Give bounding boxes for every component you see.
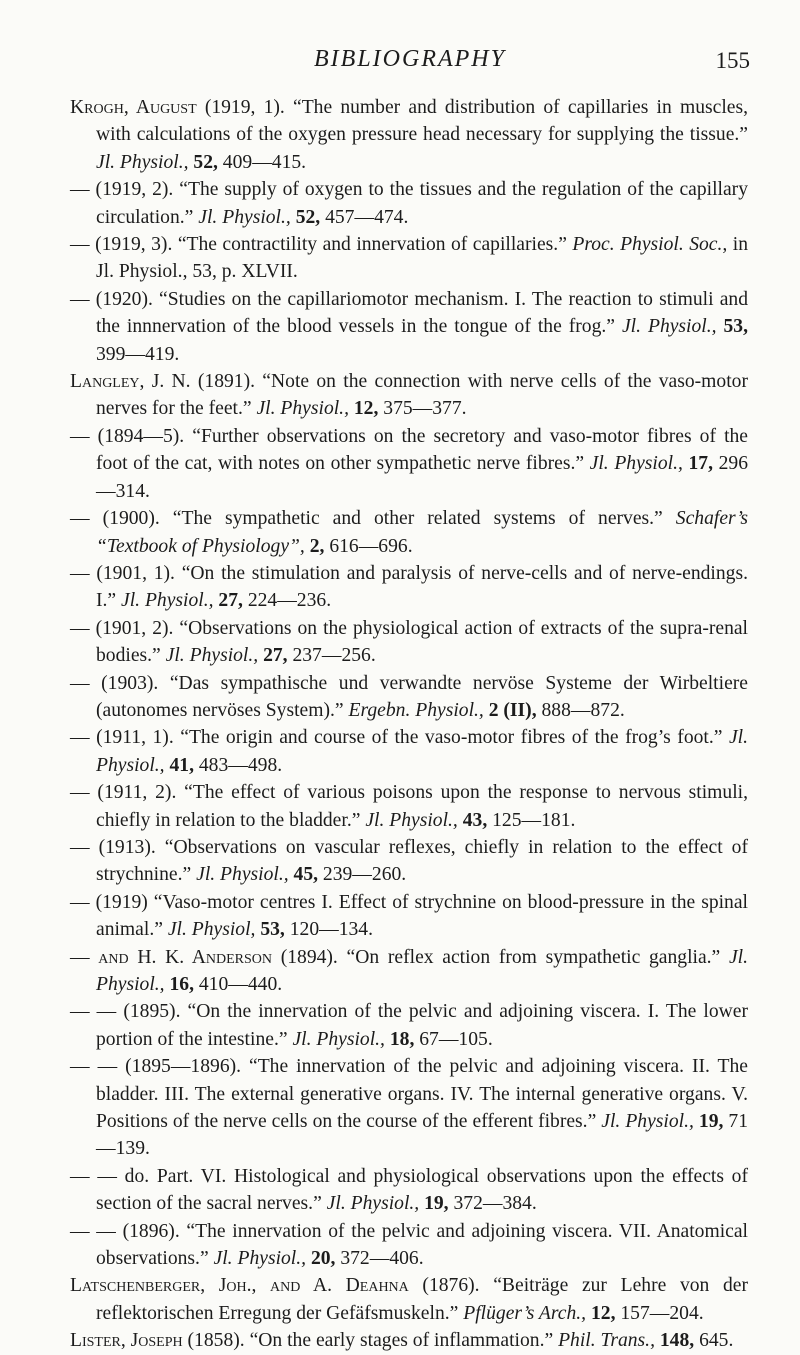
entry-journal: Jl. Physiol., bbox=[360, 809, 458, 831]
entry-year: (1876). bbox=[408, 1275, 480, 1297]
entry-year: do. bbox=[124, 1165, 150, 1187]
entry-year: (1895—1896). bbox=[125, 1056, 242, 1078]
entry-volume: 2, bbox=[304, 535, 325, 557]
entry-pages: 409—415. bbox=[217, 151, 307, 173]
entry-pages: 237—256. bbox=[287, 645, 376, 667]
entry-title: “The supply of oxygen to the tissues and the regulation of the capillary circulation.” bbox=[96, 179, 748, 228]
page-number: 155 bbox=[715, 48, 750, 73]
entry-author: Krogh, August bbox=[70, 97, 197, 118]
entry-title: “Beiträge zur Lehre von der reflektorischen Erregung der Gefäfsmuskeln.” bbox=[96, 1275, 748, 1324]
entry-pages: 483—498. bbox=[193, 754, 283, 776]
entry-volume: 19, bbox=[693, 1111, 724, 1133]
entry-volume: 148, bbox=[654, 1330, 695, 1352]
entry-author: — — bbox=[70, 1001, 124, 1023]
entry-author: — bbox=[70, 617, 96, 639]
bibliography-entry bbox=[70, 1218, 748, 1273]
entry-year: (1911, 2). bbox=[97, 782, 177, 804]
entry-journal: Jl. Physiol., bbox=[96, 946, 749, 995]
entry-volume: 52, bbox=[188, 151, 218, 173]
entry-title: “Das sympathische und verwandte nervöse Systeme der Wirbeltiere (autonomes nervöses System).” bbox=[96, 672, 748, 721]
entry-title: “The origin and course of the vaso-motor fibres of the frog’s foot.” bbox=[173, 727, 723, 749]
entry-journal: Jl. Physiol., bbox=[193, 206, 291, 228]
entry-title: “Vaso-motor centres I. Effect of strychnine on blood-pressure in the spinal animal.” bbox=[96, 891, 748, 941]
entry-pages: 239—260. bbox=[318, 864, 407, 886]
entry-author: — bbox=[70, 891, 96, 913]
entry-journal: Jl. Physiol., bbox=[96, 151, 189, 173]
bibliography-entry bbox=[70, 176, 748, 231]
entry-pages: 125—181. bbox=[487, 809, 576, 831]
entry-pages: 372—384. bbox=[448, 1193, 537, 1215]
entry-journal: Jl. Physiol., bbox=[615, 316, 717, 338]
entry-author: — bbox=[70, 508, 103, 530]
entry-journal: Jl. Physiol., bbox=[584, 453, 683, 475]
entry-volume: 43, bbox=[457, 809, 488, 831]
entry-pages: 616—696. bbox=[324, 535, 413, 557]
entry-author: — and H. K. Anderson bbox=[70, 946, 272, 968]
entry-journal: Jl. Physiol., bbox=[251, 398, 349, 420]
entry-title: “On the stimulation and paralysis of nerve-cells and of nerve-endings. I.” bbox=[96, 562, 748, 612]
bibliography-entry bbox=[70, 1272, 748, 1327]
running-title: BIBLIOGRAPHY bbox=[314, 46, 506, 72]
running-header bbox=[70, 44, 750, 84]
entry-journal: Phil. Trans., bbox=[553, 1330, 655, 1352]
entry-journal: Jl. Physiol., bbox=[287, 1028, 385, 1050]
entry-year: (1919, 1). bbox=[196, 97, 285, 118]
entry-pages: 120—134. bbox=[284, 919, 373, 941]
entry-title: “Further observations on the secretory and vaso-motor fibres of the foot of the cat, with notes on other sympathetic nerve fibres.” bbox=[96, 425, 749, 475]
entry-author: Langley, J. N. bbox=[70, 371, 191, 393]
bibliography-entry bbox=[70, 423, 748, 505]
entry-volume: 20, bbox=[306, 1248, 336, 1270]
entry-pages: 67—105. bbox=[414, 1028, 493, 1050]
entry-title: “The effect of various poisons upon the response to nervous stimuli, chiefly in relation to the bladder.” bbox=[96, 782, 748, 831]
entry-journal: Jl. Physiol., bbox=[321, 1193, 420, 1215]
entry-journal: Ergebn. Physiol., bbox=[343, 699, 484, 721]
bibliography-list bbox=[70, 94, 748, 1355]
bibliography-entry bbox=[70, 998, 748, 1053]
entry-title: “Observations on the physiological action of extracts of the supra-renal bodies.” bbox=[96, 617, 749, 667]
entry-volume: 45, bbox=[288, 864, 319, 886]
bibliography-entry bbox=[70, 889, 748, 944]
entry-title: “On the early stages of inflammation.” bbox=[244, 1330, 554, 1352]
entry-volume: 2 (II), bbox=[483, 699, 537, 721]
entry-author: — — bbox=[70, 1220, 123, 1242]
entry-volume: 52, bbox=[290, 206, 321, 228]
entry-year: (1891). bbox=[190, 371, 256, 393]
entry-volume: 12, bbox=[586, 1302, 616, 1324]
entry-year: (1858). bbox=[182, 1330, 245, 1352]
bibliography-entry bbox=[70, 670, 748, 725]
bibliography-entry bbox=[70, 724, 748, 779]
entry-journal: Jl. Physiol., bbox=[596, 1111, 694, 1133]
entry-author: — bbox=[70, 288, 96, 310]
bibliography-entry bbox=[70, 286, 748, 368]
entry-title: “On reflex action from sympathetic ganglia.” bbox=[337, 946, 721, 968]
entry-journal: Jl. Physiol., bbox=[208, 1248, 307, 1270]
entry-pages: 224—236. bbox=[242, 590, 332, 612]
entry-author: — bbox=[70, 836, 99, 858]
bibliography-entry bbox=[70, 94, 748, 176]
entry-title: “The innervation of the pelvic and adjoining viscera. II. The bladder. III. The external generative organs. IV. The internal generative organs. V. Positions of the nerve cells on the course of the efferent fibres.” bbox=[96, 1056, 748, 1133]
entry-year: (1911, 1). bbox=[96, 727, 174, 749]
bibliography-entry bbox=[70, 779, 748, 834]
entry-year: (1895). bbox=[123, 1001, 181, 1023]
entry-journal: Pflüger’s Arch., bbox=[458, 1302, 587, 1324]
entry-journal: Jl. Physiol., bbox=[160, 645, 259, 667]
entry-pages: 410—440. bbox=[193, 974, 283, 995]
entry-title: Part. VI. Histological and physiological observations upon the effects of section of the sacral nerves.” bbox=[96, 1165, 749, 1215]
entry-volume: 18, bbox=[384, 1028, 415, 1050]
bibliography-entry bbox=[70, 560, 748, 615]
entry-title: “On the innervation of the pelvic and adjoining viscera. I. The lower portion of the intestine.” bbox=[96, 1001, 749, 1050]
entry-journal: Jl. Physiol, bbox=[162, 919, 256, 941]
entry-volume: 19, bbox=[419, 1193, 449, 1215]
entry-journal: Proc. Physiol. Soc., bbox=[566, 234, 728, 256]
entry-author: — bbox=[70, 782, 98, 804]
entry-pages: 457—474. bbox=[320, 206, 409, 228]
entry-year: (1896). bbox=[122, 1220, 180, 1242]
entry-pages: 375—377. bbox=[378, 398, 467, 420]
entry-author: Lister, Joseph bbox=[70, 1330, 183, 1352]
entry-year: (1894—5). bbox=[97, 425, 185, 447]
bibliography-entry bbox=[70, 1053, 748, 1163]
entry-year: (1901, 1). bbox=[96, 562, 175, 584]
entry-year: (1919, 3). bbox=[95, 234, 173, 256]
entry-year: (1901, 2). bbox=[95, 617, 174, 639]
bibliography-entry bbox=[70, 944, 748, 999]
entry-year: (1903). bbox=[101, 672, 159, 694]
entry-author: — bbox=[70, 179, 96, 201]
entry-author: — bbox=[70, 562, 97, 584]
entry-volume: 27, bbox=[213, 590, 243, 612]
entry-author: — bbox=[70, 425, 98, 447]
entry-volume: 16, bbox=[164, 974, 194, 995]
entry-year: (1894). bbox=[272, 946, 338, 968]
entry-volume: 41, bbox=[164, 754, 194, 776]
entry-title: “The number and distribution of capillaries in muscles, with calculations of the oxygen pressure head necessary for supplying the tissue.” bbox=[96, 97, 748, 146]
entry-pages: 296—314. bbox=[96, 453, 748, 502]
bibliography-entry bbox=[70, 1327, 748, 1354]
bibliography-entry bbox=[70, 834, 748, 889]
bibliography-entry bbox=[70, 505, 748, 560]
entry-journal: Jl. Physiol., bbox=[191, 864, 289, 886]
entry-pages: 372—406. bbox=[335, 1248, 424, 1270]
entry-year: (1900). bbox=[102, 508, 160, 530]
entry-pages: 888—872. bbox=[536, 699, 625, 721]
entry-title: “The contractility and innervation of capillaries.” bbox=[172, 234, 567, 256]
entry-title: “Note on the connection with nerve cells of the vaso-motor nerves for the feet.” bbox=[96, 371, 748, 420]
entry-author: — — bbox=[70, 1165, 125, 1187]
bibliography-entry bbox=[70, 1163, 748, 1218]
bibliography-entry bbox=[70, 231, 748, 286]
bibliography-entry bbox=[70, 615, 748, 670]
entry-pages: 71—139. bbox=[96, 1111, 749, 1160]
entry-pages: 399—419. bbox=[96, 343, 180, 365]
entry-author: — bbox=[70, 672, 102, 694]
bibliography-entry bbox=[70, 368, 748, 423]
entry-volume: 27, bbox=[258, 645, 288, 667]
entry-pages: 157—204. bbox=[615, 1302, 704, 1324]
entry-title: “The innervation of the pelvic and adjoining viscera. VII. Anatomical observations.” bbox=[96, 1220, 749, 1270]
entry-year: (1920). bbox=[95, 288, 153, 310]
entry-pages: 645. bbox=[694, 1330, 734, 1352]
entry-pages: in Jl. Physiol., 53, p. XLVII. bbox=[96, 234, 749, 283]
entry-volume: 53, bbox=[255, 919, 285, 941]
entry-title: “Observations on vascular reflexes, chiefly in relation to the effect of strychnine.” bbox=[96, 836, 748, 886]
entry-year: (1919) bbox=[95, 891, 148, 913]
entry-journal: Schafer’s “Textbook of Physiology”, bbox=[96, 508, 748, 557]
entry-year: (1919, 2). bbox=[95, 179, 174, 201]
entry-journal: Jl. Physiol., bbox=[116, 590, 214, 612]
entry-author: — bbox=[70, 727, 97, 749]
entry-journal: Jl. Physiol., bbox=[96, 727, 748, 776]
entry-volume: 17, bbox=[682, 453, 713, 475]
entry-title: “Studies on the capillariomotor mechanism. I. The reaction to stimuli and the innnervation of the blood vessels in the tongue of the frog.” bbox=[96, 288, 748, 338]
entry-year: (1913). bbox=[98, 836, 156, 858]
entry-author: Latschenberger, Joh., and A. Deahna bbox=[70, 1275, 409, 1297]
entry-author: — — bbox=[70, 1056, 126, 1078]
entry-volume: 12, bbox=[348, 398, 379, 420]
entry-volume: 53, bbox=[716, 316, 749, 338]
entry-title: “The sympathetic and other related systems of nerves.” bbox=[159, 508, 663, 530]
entry-author: — bbox=[70, 234, 96, 256]
